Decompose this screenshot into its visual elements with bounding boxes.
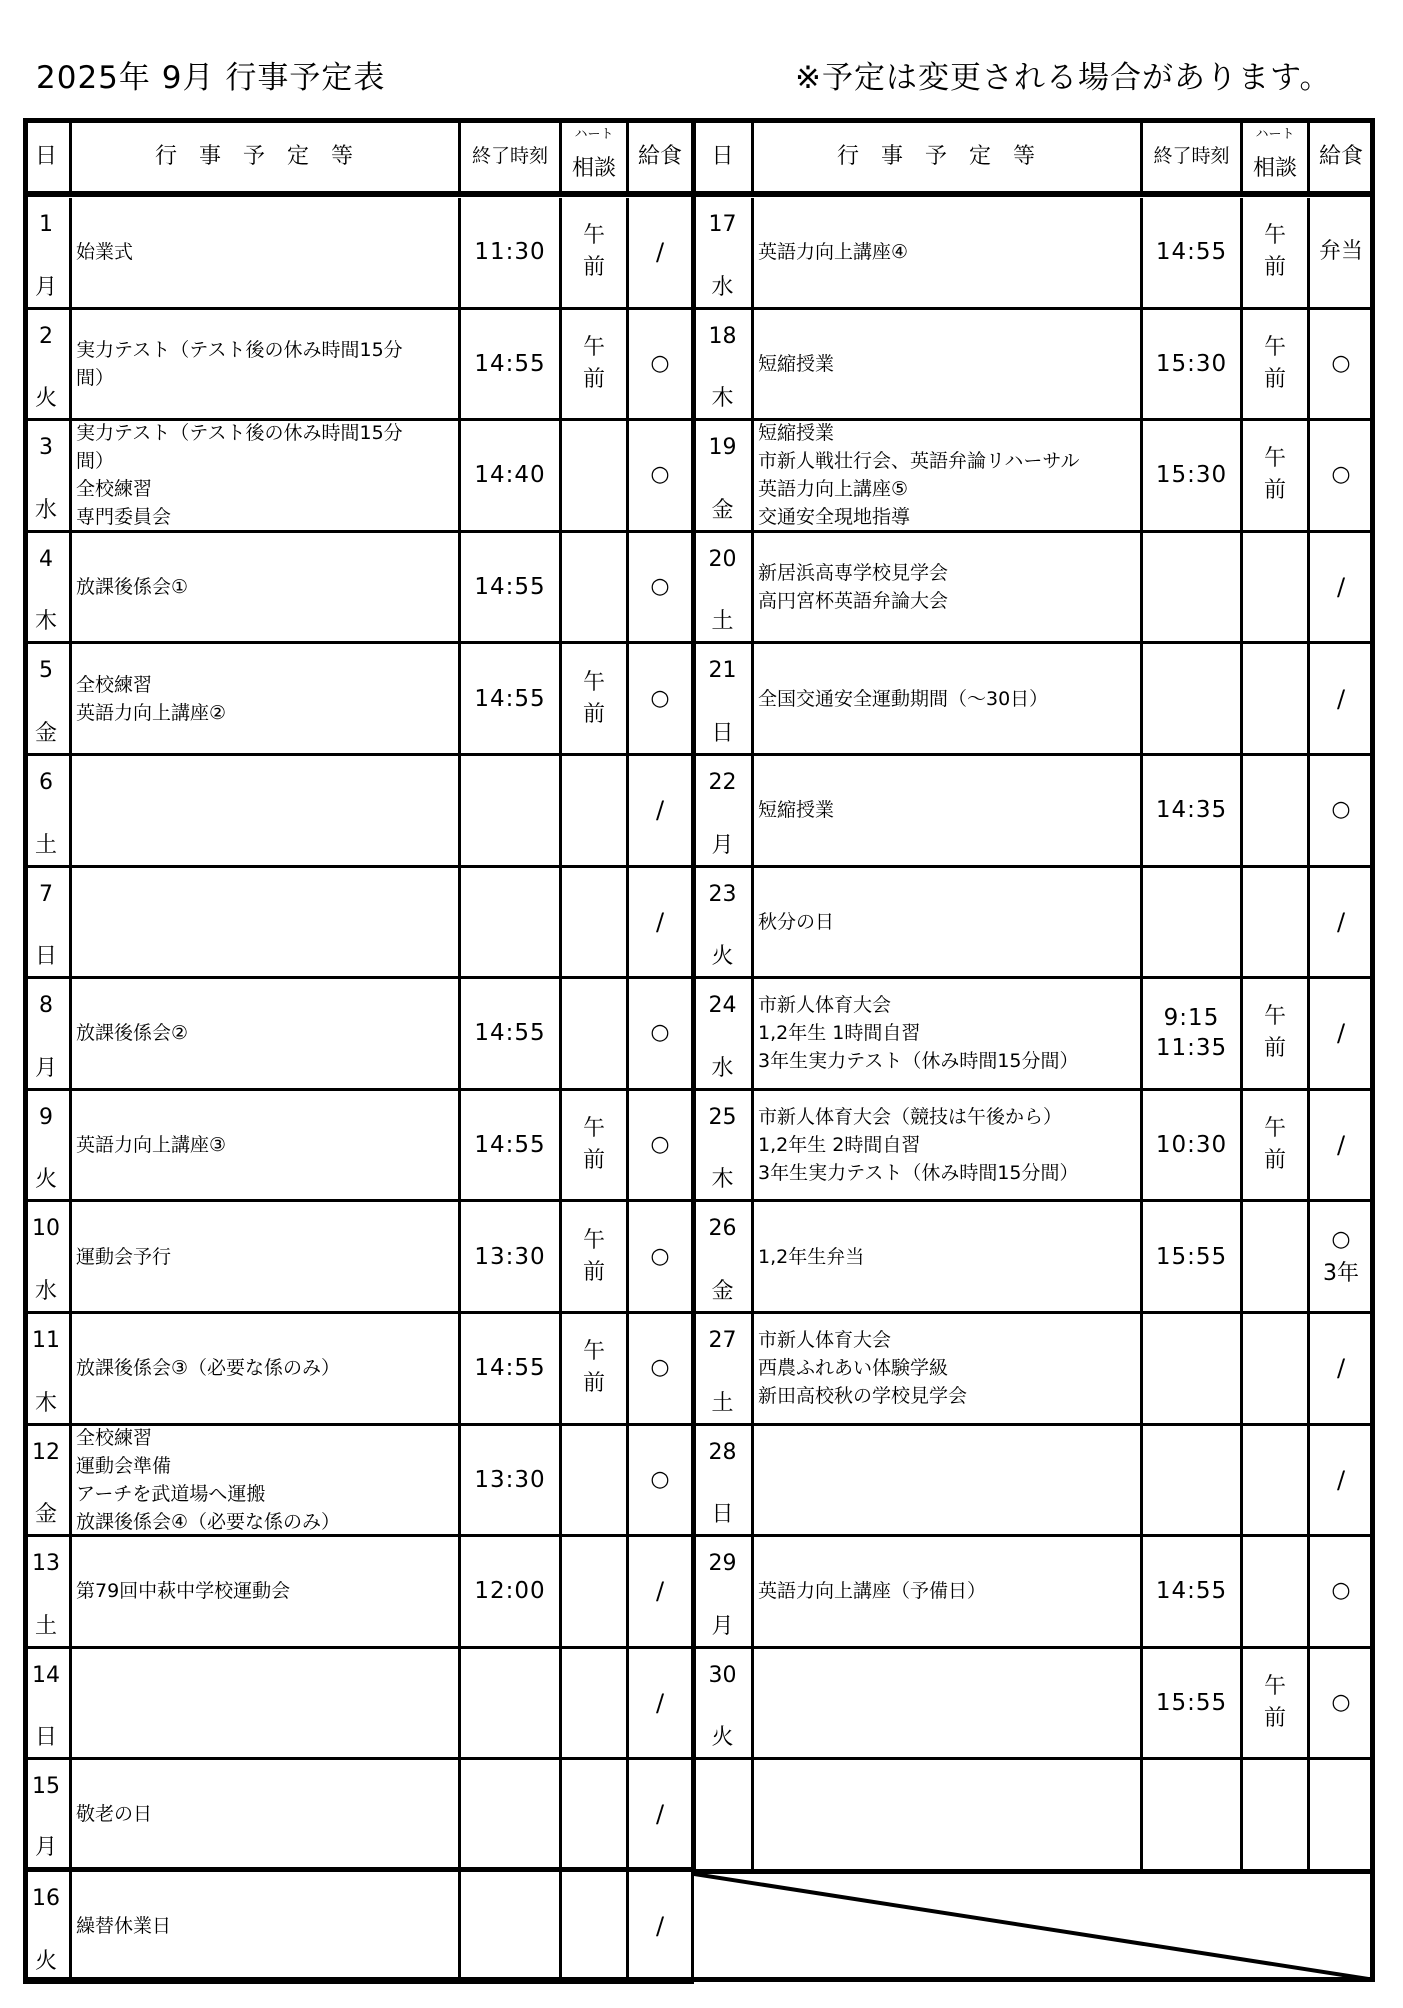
header-end-time-label: 終了時刻	[471, 145, 548, 167]
lunch-value: /	[1336, 1131, 1346, 1160]
weekday: 月	[34, 274, 57, 300]
lunch-value: ○	[650, 574, 670, 600]
change-notice: ※予定は変更される場合があります。	[795, 60, 1332, 96]
heart-consult-value: 前	[1263, 1036, 1286, 1062]
event-item: 全校練習	[76, 673, 153, 696]
end-time-value: 14:55	[474, 1355, 546, 1382]
lunch-value: /	[1336, 1465, 1346, 1494]
header-heart-top: ハート	[1255, 126, 1295, 142]
header-heart-top: ハート	[574, 126, 614, 142]
day-number: 10	[32, 1216, 60, 1242]
event-item: 放課後係会②	[76, 1022, 189, 1045]
day-number: 1	[39, 212, 53, 237]
event-item: 短縮授業	[758, 352, 835, 375]
weekday: 木	[711, 386, 734, 412]
event-item: 交通安全現地指導	[758, 506, 911, 529]
day-number: 2	[39, 323, 53, 349]
event-item: 全校練習	[76, 478, 153, 501]
weekday: 金	[711, 1278, 734, 1304]
event-item: 専門委員会	[76, 506, 172, 529]
weekday: 水	[34, 497, 57, 523]
heart-consult-value: 前	[1263, 1148, 1286, 1174]
event-item: 全校練習	[76, 1426, 153, 1449]
event-item: 間）	[76, 366, 115, 389]
heart-consult-value: 前	[1263, 478, 1286, 504]
lunch-value: ○	[1331, 797, 1351, 823]
event-item: 市新人戦壮行会、英語弁論リハーサル	[758, 450, 1080, 473]
header-lunch-label: 給食	[637, 144, 682, 169]
weekday: 火	[34, 1167, 57, 1193]
day-number: 30	[708, 1662, 737, 1688]
header-heart-bottom: 相談	[1252, 155, 1297, 181]
day-number: 14	[32, 1662, 60, 1688]
event-item: 放課後係会③（必要な係のみ）	[76, 1357, 341, 1380]
day-number: 20	[708, 546, 737, 572]
heart-consult-value: 午	[1263, 1674, 1286, 1700]
heart-consult-value: 前	[582, 1148, 605, 1174]
end-time-value: 14:55	[1155, 239, 1228, 266]
end-time-value: 15:55	[1155, 1243, 1228, 1270]
lunch-value: ○	[1331, 1578, 1351, 1604]
weekday: 土	[711, 609, 734, 635]
end-time-value: 14:40	[474, 462, 546, 489]
heart-consult-value: 前	[582, 701, 605, 727]
day-number: 27	[708, 1328, 737, 1353]
day-number: 24	[708, 993, 737, 1019]
table-frame	[23, 118, 1375, 1982]
heart-consult-value: 前	[582, 1259, 605, 1285]
end-time-value: 14:55	[474, 685, 546, 712]
event-item: 敬老の日	[76, 1802, 153, 1825]
day-number: 29	[708, 1551, 737, 1577]
heart-consult-value: 午	[582, 223, 605, 249]
header-day-label: 日	[34, 144, 57, 169]
weekday: 火	[711, 944, 734, 970]
header-events-label: 行事予定等	[836, 144, 1057, 169]
lunch-value: 弁当	[1318, 239, 1363, 265]
heart-consult-value: 前	[1263, 366, 1286, 392]
heart-consult-value: 前	[582, 255, 605, 281]
lunch-value: ○	[650, 1243, 670, 1269]
event-item: 繰替休業日	[76, 1915, 172, 1938]
end-time-value: 14:35	[1155, 797, 1228, 824]
day-number: 11	[32, 1328, 60, 1353]
weekday: 日	[711, 1502, 734, 1528]
end-time-value: 14:55	[474, 574, 546, 601]
event-item: 実力テスト（テスト後の休み時間15分	[76, 422, 403, 445]
weekday: 土	[34, 1613, 57, 1639]
event-item: アーチを武道場へ運搬	[76, 1482, 266, 1505]
end-time-value: 13:30	[474, 1243, 546, 1270]
day-number: 3	[39, 435, 53, 461]
weekday: 火	[711, 1725, 734, 1751]
end-time-value: 14:55	[474, 350, 546, 377]
weekday: 水	[711, 1055, 734, 1081]
day-number: 28	[708, 1439, 737, 1465]
weekday: 水	[34, 1278, 57, 1304]
end-time-value: 9:15	[1163, 1005, 1220, 1032]
weekday: 日	[711, 720, 734, 746]
heart-consult-value: 午	[1263, 334, 1286, 360]
day-number: 6	[39, 770, 53, 795]
end-time-value: 15:30	[1155, 462, 1228, 489]
end-time-value: 12:00	[474, 1578, 546, 1605]
weekday: 火	[34, 1948, 57, 1974]
weekday: 月	[34, 1834, 57, 1860]
lunch-value: ○	[650, 1466, 670, 1492]
page-title: 2025年 9月 行事予定表	[36, 60, 386, 96]
day-number: 5	[39, 658, 53, 684]
day-number: 18	[708, 323, 737, 349]
day-number: 15	[32, 1774, 60, 1800]
event-item: 英語力向上講座②	[76, 701, 227, 724]
event-item: 英語力向上講座⑤	[758, 478, 909, 501]
lunch-value: ○	[1331, 350, 1351, 376]
day-number: 21	[708, 658, 737, 684]
lunch-value: /	[655, 1577, 665, 1606]
event-item: 3年生実力テスト（休み時間15分間）	[758, 1162, 1079, 1185]
heart-consult-value: 前	[1263, 255, 1286, 281]
lunch-value: /	[655, 1799, 665, 1828]
event-item: 新居浜高専学校見学会	[758, 562, 949, 585]
weekday: 木	[711, 1167, 734, 1193]
weekday: 金	[34, 1502, 57, 1528]
lunch-value: ○	[650, 1132, 670, 1158]
event-item: 3年生実力テスト（休み時間15分間）	[758, 1050, 1079, 1073]
event-item: 英語力向上講座（予備日）	[758, 1580, 987, 1603]
event-item: 秋分の日	[758, 910, 835, 933]
weekday: 木	[34, 1390, 57, 1416]
end-time-value: 13:30	[474, 1466, 546, 1493]
weekday: 月	[711, 1613, 734, 1639]
day-number: 13	[32, 1551, 60, 1577]
lunch-value: /	[655, 907, 665, 936]
lunch-value: /	[655, 1912, 665, 1941]
end-time-value: 11:35	[1155, 1035, 1228, 1062]
lunch-value: ○	[650, 1020, 670, 1046]
event-item: 英語力向上講座③	[76, 1134, 227, 1157]
weekday: 日	[34, 1725, 57, 1751]
event-item: 全国交通安全運動期間（～30日）	[758, 687, 1049, 710]
heart-consult-value: 午	[582, 669, 605, 695]
weekday: 日	[34, 944, 57, 970]
event-item: 実力テスト（テスト後の休み時間15分	[76, 338, 403, 361]
end-time-value: 14:55	[474, 1132, 546, 1159]
event-item: 新田高校秋の学校見学会	[758, 1385, 968, 1408]
heart-consult-value: 前	[582, 1371, 605, 1397]
lunch-value: /	[1336, 907, 1346, 936]
lunch-value: ○	[650, 685, 670, 711]
weekday: 水	[711, 274, 734, 300]
end-time-value: 11:30	[474, 239, 546, 266]
heart-consult-value: 午	[1263, 1116, 1286, 1142]
lunch-value: /	[1336, 1354, 1346, 1383]
end-time-value: 14:55	[474, 1020, 546, 1047]
weekday: 金	[711, 497, 734, 523]
event-item: 英語力向上講座④	[758, 241, 909, 264]
lunch-value: /	[655, 796, 665, 825]
weekday: 土	[34, 832, 57, 858]
lunch-value: /	[655, 1689, 665, 1718]
lunch-value: ○	[1331, 462, 1351, 488]
event-item: 始業式	[76, 241, 134, 264]
event-item: 1,2年生 1時間自習	[758, 1022, 921, 1045]
day-number: 7	[39, 881, 53, 907]
header-events-label: 行事予定等	[154, 144, 375, 169]
header-lunch-label: 給食	[1318, 144, 1363, 169]
end-time-value: 15:55	[1155, 1690, 1228, 1717]
header-end-time-label: 終了時刻	[1153, 145, 1230, 167]
event-item: 市新人体育大会	[758, 1329, 892, 1352]
lunch-value: /	[655, 238, 665, 267]
heart-consult-value: 午	[1263, 446, 1286, 472]
event-item: 運動会準備	[76, 1454, 172, 1477]
lunch-value: 3年	[1323, 1260, 1359, 1286]
lunch-value: ○	[650, 350, 670, 376]
event-item: 市新人体育大会	[758, 994, 892, 1017]
event-item: 運動会予行	[76, 1245, 172, 1268]
lunch-value: /	[1336, 573, 1346, 602]
end-time-value: 14:55	[1155, 1578, 1228, 1605]
day-number: 9	[39, 1104, 53, 1130]
event-item: 第79回中萩中学校運動会	[76, 1580, 291, 1603]
header-heart-bottom: 相談	[571, 155, 616, 181]
event-item: 西農ふれあい体験学級	[758, 1357, 949, 1380]
heart-consult-value: 前	[582, 366, 605, 392]
day-number: 25	[708, 1104, 737, 1130]
day-number: 26	[708, 1216, 737, 1242]
heart-consult-value: 午	[582, 1339, 605, 1365]
heart-consult-value: 午	[1263, 223, 1286, 249]
weekday: 月	[34, 1055, 57, 1081]
day-number: 16	[32, 1886, 60, 1911]
lunch-value: ○	[650, 462, 670, 488]
lunch-value: /	[1336, 684, 1346, 713]
day-number: 8	[39, 993, 53, 1019]
lunch-value: ○	[1331, 1690, 1351, 1716]
heart-consult-value: 午	[1263, 1004, 1286, 1030]
header-day-label: 日	[711, 144, 734, 169]
day-number: 22	[708, 770, 737, 795]
event-item: 高円宮杯英語弁論大会	[758, 590, 949, 613]
lunch-value: ○	[650, 1355, 670, 1381]
lunch-value: /	[1336, 1019, 1346, 1048]
weekday: 土	[711, 1390, 734, 1416]
day-number: 12	[32, 1439, 60, 1465]
weekday: 火	[34, 386, 57, 412]
event-item: 短縮授業	[758, 422, 835, 445]
day-number: 19	[708, 435, 737, 461]
end-time-value: 15:30	[1155, 350, 1228, 377]
heart-consult-value: 午	[582, 1116, 605, 1142]
event-item: 放課後係会④（必要な係のみ）	[76, 1510, 341, 1533]
weekday: 金	[34, 720, 57, 746]
event-item: 1,2年生弁当	[758, 1245, 865, 1268]
day-number: 4	[39, 546, 53, 572]
event-item: 短縮授業	[758, 799, 835, 822]
event-item: 市新人体育大会（競技は午後から）	[758, 1106, 1063, 1129]
event-item: 1,2年生 2時間自習	[758, 1134, 921, 1157]
day-number: 23	[708, 881, 737, 907]
end-time-value: 10:30	[1155, 1132, 1228, 1159]
lunch-value: ○	[1331, 1226, 1351, 1252]
event-item: 間）	[76, 450, 115, 473]
heart-consult-value: 午	[582, 1227, 605, 1253]
heart-consult-value: 前	[1263, 1706, 1286, 1732]
heart-consult-value: 午	[582, 334, 605, 360]
weekday: 月	[711, 832, 734, 858]
weekday: 木	[34, 609, 57, 635]
event-item: 放課後係会①	[76, 576, 189, 599]
day-number: 17	[708, 212, 737, 237]
